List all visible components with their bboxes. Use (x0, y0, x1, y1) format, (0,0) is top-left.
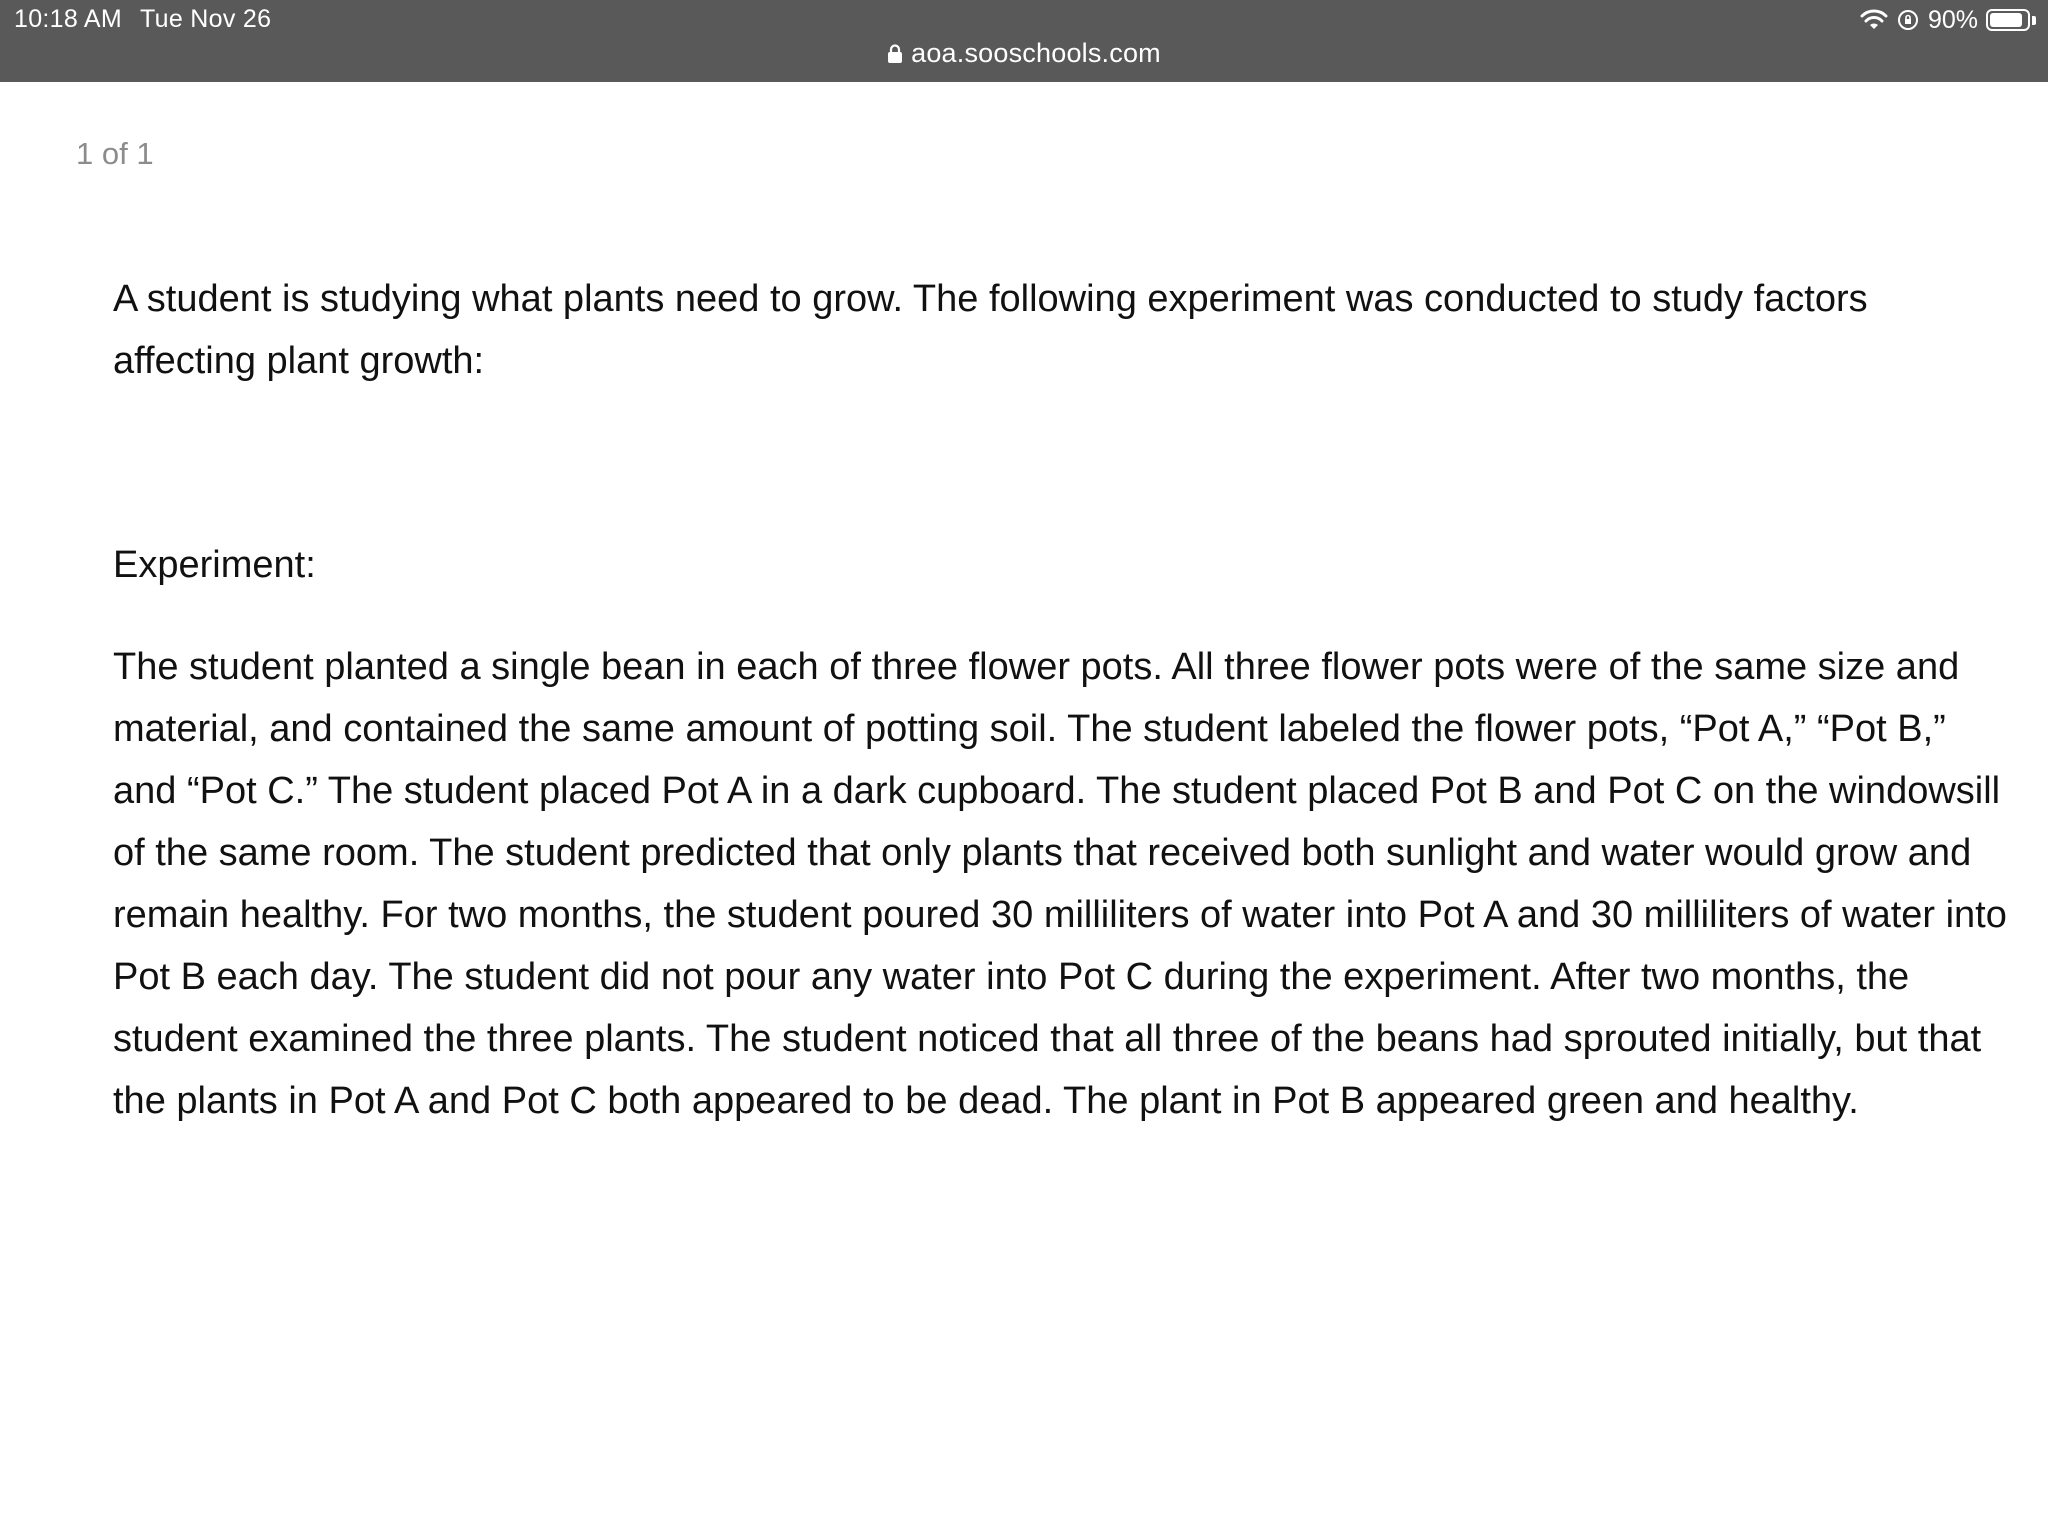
experiment-paragraph: The student planted a single bean in each of three flower pots. All three flower pots were of the same size and material, and contained the same amount of potting soil. The student labeled the flower pots, “Pot A,” “Pot B,” and “Pot C.” The student placed Pot A in a dark cupboard. The student placed Pot B and Pot C on the windowsill of the same room. The student predicted that only plants that received both sunlight and water would grow and remain healthy. For two months, the student poured 30 milliliters of water into Pot A and 30 milliliters of water into Pot B each day. The student did not pour any water into Pot C during the experiment. After two months, the student examined the three plants. The student noticed that all three of the beans had sprouted initially, but that the plants in Pot A and Pot C both appeared to be dead. The plant in Pot B appeared green and healthy. (113, 646, 2007, 1122)
url-bar[interactable] (0, 38, 2048, 71)
intro-paragraph: A student is studying what plants need to grow. The following experiment was conducted to study factors affecting plant growth: (113, 278, 1868, 382)
page-counter: 1 of 1 (76, 136, 154, 171)
battery-fill (1990, 13, 2022, 27)
document-content (113, 268, 2013, 1132)
url-text: aoa.sooschools.com (911, 38, 1161, 68)
wifi-icon (1860, 9, 1888, 31)
battery-icon (1986, 8, 2036, 32)
status-date: Tue Nov 26 (140, 5, 272, 33)
lock-icon (887, 40, 903, 71)
status-indicators (1860, 5, 2036, 35)
battery-percent: 90% (1927, 5, 1978, 34)
browser-top-bar (0, 0, 2048, 82)
status-time: 10:18 AM (14, 5, 123, 33)
experiment-heading: Experiment: (113, 544, 316, 586)
orientation-lock-icon (1896, 8, 1920, 32)
